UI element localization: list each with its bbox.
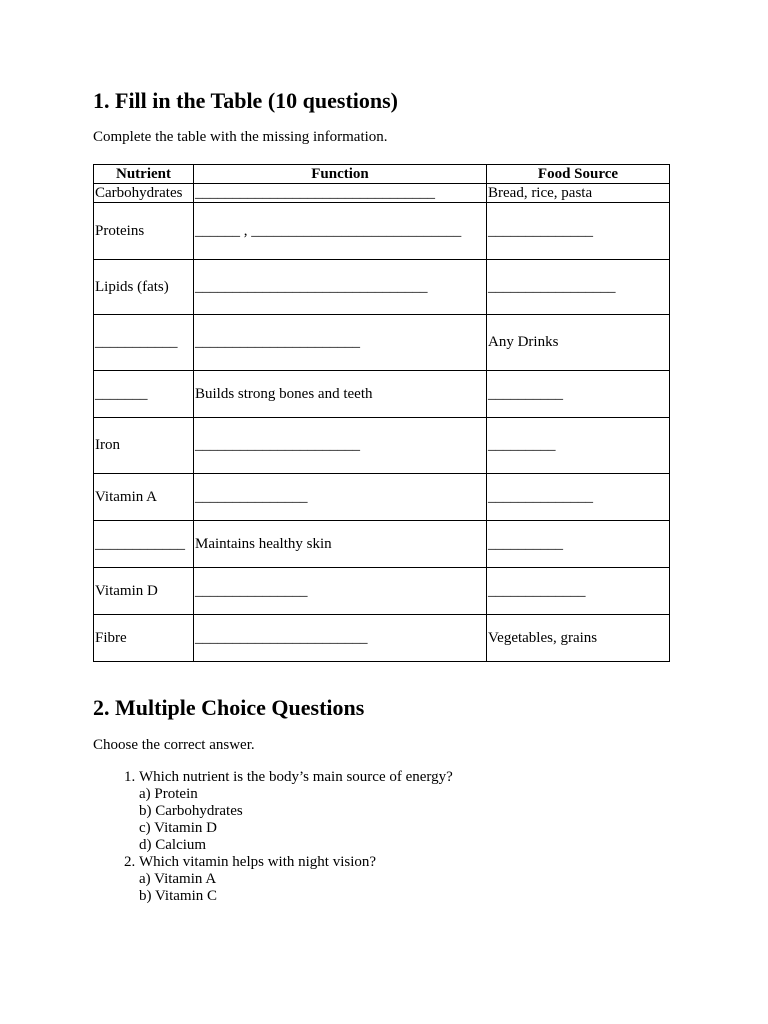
answer-option: b) Vitamin C	[139, 888, 217, 904]
answer-option: b) Carbohydrates	[139, 803, 243, 819]
answer-option: a) Protein	[139, 786, 198, 802]
table-row	[94, 615, 670, 662]
food-source-cell: Vegetables, grains	[487, 615, 670, 662]
table-row	[94, 315, 670, 371]
table-row	[94, 260, 670, 315]
table-row	[94, 418, 670, 474]
header-food-source: Food Source	[487, 165, 670, 184]
food-source-cell: __________	[487, 521, 670, 568]
nutrient-cell: Iron	[94, 418, 194, 474]
header-nutrient: Nutrient	[94, 165, 194, 184]
section-1-instructions: Complete the table with the missing information.	[93, 129, 388, 145]
food-source-cell: Bread, rice, pasta	[487, 184, 670, 203]
question-item	[139, 769, 659, 854]
nutrient-cell: ____________	[94, 521, 194, 568]
nutrient-cell: Vitamin A	[94, 474, 194, 521]
answer-option: d) Calcium	[139, 837, 207, 853]
nutrient-cell: Lipids (fats)	[94, 260, 194, 315]
nutrient-cell: Vitamin D	[94, 568, 194, 615]
nutrient-cell: Fibre	[94, 615, 194, 662]
function-cell: _______________	[194, 474, 487, 521]
table-row	[94, 203, 670, 260]
table-row	[94, 184, 670, 203]
nutrient-cell: ___________	[94, 315, 194, 371]
function-cell: ______________________	[194, 418, 487, 474]
section-1-heading: 1. Fill in the Table (10 questions)	[93, 88, 399, 113]
function-cell: ______ , ____________________________	[194, 203, 487, 260]
header-function: Function	[194, 165, 487, 184]
section-2-instructions: Choose the correct answer.	[93, 737, 255, 753]
food-source-cell: ______________	[487, 203, 670, 260]
function-cell: ______________________	[194, 315, 487, 371]
food-source-cell: _____________	[487, 568, 670, 615]
multiple-choice-list	[93, 769, 659, 905]
table-row	[94, 568, 670, 615]
food-source-cell: ______________	[487, 474, 670, 521]
question-text: 1. Which nutrient is the body’s main source of energy?	[139, 769, 453, 785]
nutrient-cell: Carbohydrates	[94, 184, 194, 203]
function-cell: _______________________	[194, 615, 487, 662]
question-item	[139, 854, 659, 905]
food-source-cell: _________________	[487, 260, 670, 315]
answer-option: c) Vitamin D	[139, 820, 217, 836]
function-cell: ________________________________	[194, 184, 487, 203]
nutrient-cell: Proteins	[94, 203, 194, 260]
food-source-cell: Any Drinks	[487, 315, 670, 371]
function-cell: Maintains healthy skin	[194, 521, 487, 568]
question-text: 2. Which vitamin helps with night vision?	[139, 854, 377, 870]
table-header-row	[94, 165, 670, 184]
function-cell: _______________	[194, 568, 487, 615]
function-cell: _______________________________	[194, 260, 487, 315]
section-2-heading: 2. Multiple Choice Questions	[93, 695, 365, 720]
function-cell: Builds strong bones and teeth	[194, 371, 487, 418]
table-row	[94, 371, 670, 418]
nutrient-table	[93, 164, 670, 662]
answer-option: a) Vitamin A	[139, 871, 217, 887]
food-source-cell: _________	[487, 418, 670, 474]
table-row	[94, 521, 670, 568]
table-row	[94, 474, 670, 521]
nutrient-cell: _______	[94, 371, 194, 418]
food-source-cell: __________	[487, 371, 670, 418]
